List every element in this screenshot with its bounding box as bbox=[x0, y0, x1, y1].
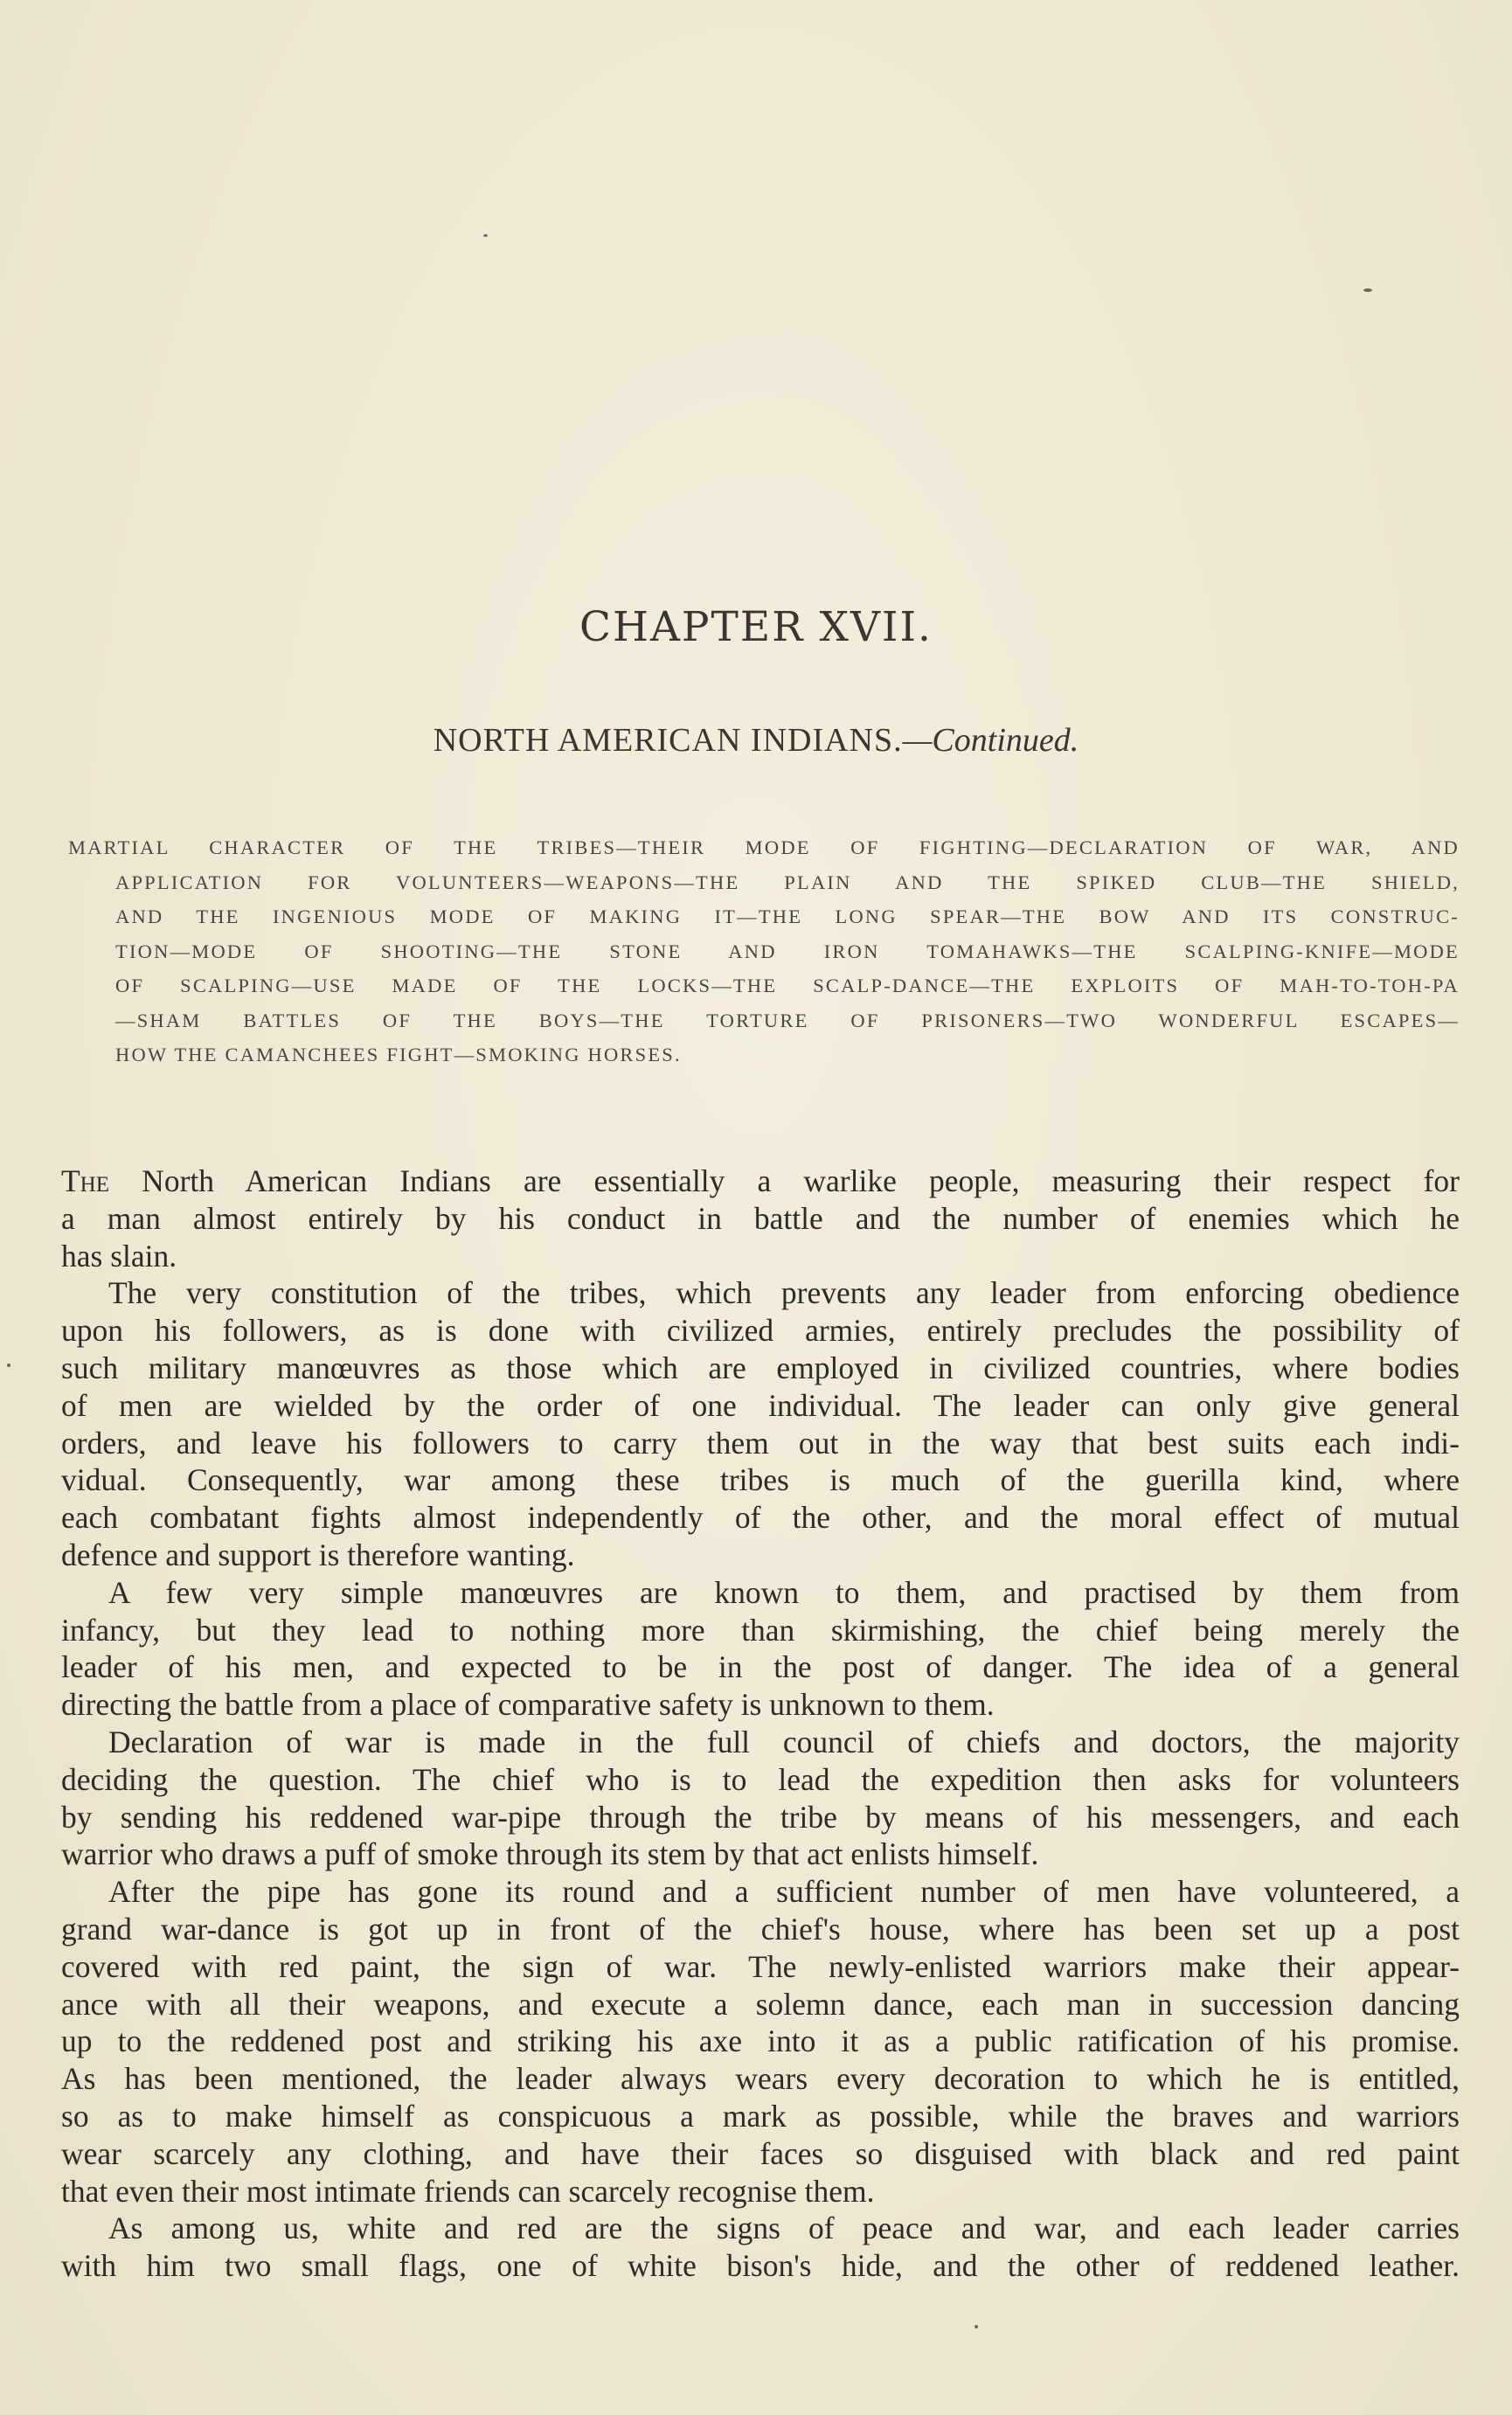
summary-line: AND THE INGENIOUS MODE OF MAKING IT—THE LONG SPEAR—THE BOW AND ITS CONSTRUC- bbox=[115, 906, 1460, 927]
subtitle-main: NORTH AMERICAN INDIANS. bbox=[433, 722, 903, 759]
body-line: such military manœuvres as those which are employed in civilized countries, where bodies bbox=[61, 1350, 1460, 1385]
body-line: so as to make himself as conspicuous a mark as possible, while the braves and warriors bbox=[61, 2098, 1460, 2134]
body-line: The very constitution of the tribes, which prevents any leader from enforcing obedience bbox=[108, 1275, 1460, 1311]
body-line: with him two small flags, one of white bison's hide, and the other of reddened leather. bbox=[61, 2248, 1460, 2284]
chapter-subtitle bbox=[0, 721, 1512, 760]
body-line: As has been mentioned, the leader always wears every decoration to which he is entitled, bbox=[61, 2061, 1460, 2097]
body-line: A few very simple manœuvres are known to them, and practised by them from bbox=[108, 1574, 1460, 1610]
body-line bbox=[61, 1162, 1460, 1200]
body-line: After the pipe has gone its round and a sufficient number of men have volunteered, a bbox=[108, 1874, 1460, 1910]
body-line: leader of his men, and expected to be in the post of danger. The idea of a general bbox=[61, 1649, 1460, 1685]
body-line: a man almost entirely by his conduct in battle and the number of enemies which he bbox=[61, 1200, 1460, 1236]
ink-speck bbox=[483, 234, 488, 237]
ink-speck bbox=[974, 2325, 978, 2328]
summary-line: APPLICATION FOR VOLUNTEERS—WEAPONS—THE PLAIN AND THE SPIKED CLUB—THE SHIELD, bbox=[115, 871, 1460, 893]
body-line: infancy, but they lead to nothing more than skirmishing, the chief being merely the bbox=[61, 1612, 1460, 1648]
body-line: covered with red paint, the sign of war. The newly-enlisted warriors make their appear- bbox=[61, 1948, 1460, 1984]
body-line: orders, and leave his followers to carry them out in the way that best suits each indi- bbox=[61, 1425, 1460, 1461]
body-line: grand war-dance is got up in front of the chief's house, where has been set up a post bbox=[61, 1911, 1460, 1947]
body-line: Declaration of war is made in the full council of chiefs and doctors, the majority bbox=[108, 1724, 1460, 1759]
ink-speck bbox=[1363, 288, 1372, 292]
chapter-title: CHAPTER XVII. bbox=[579, 603, 933, 651]
summary-line: OF SCALPING—USE MADE OF THE LOCKS—THE SCALP-DANCE—THE EXPLOITS OF MAH-TO-TOH-PA bbox=[115, 975, 1460, 996]
body-line: wear scarcely any clothing, and have their faces so disguised with black and red paint bbox=[61, 2135, 1460, 2171]
body-text bbox=[61, 1162, 1460, 2285]
body-line: by sending his reddened war-pipe through the tribe by means of his messengers, and each bbox=[61, 1799, 1460, 1835]
body-line: upon his followers, as is done with civilized armies, entirely precludes the possibility of bbox=[61, 1313, 1460, 1349]
summary-line: MARTIAL CHARACTER OF THE TRIBES—THEIR MODE OF FIGHTING—DECLARATION OF WAR, AND bbox=[68, 836, 1460, 858]
ink-speck bbox=[7, 1364, 10, 1367]
body-line: of men are wielded by the order of one individual. The leader can only give general bbox=[61, 1387, 1460, 1423]
summary-line: TION—MODE OF SHOOTING—THE STONE AND IRON TOMAHAWKS—THE SCALPING-KNIFE—MODE bbox=[115, 940, 1460, 962]
body-line: up to the reddened post and striking his axe into it as a public ratification of his promise. bbox=[61, 2023, 1460, 2059]
body-line: As among us, white and red are the signs of peace and war, and each leader carries bbox=[108, 2210, 1460, 2246]
chapter-summary bbox=[68, 830, 1460, 1072]
body-line: each combatant fights almost independently of the other, and the moral effect of mutual bbox=[61, 1500, 1460, 1536]
drop-word: The bbox=[61, 1163, 110, 1198]
body-line-text: North American Indians are essentially a warlike people, measuring their respect for bbox=[109, 1163, 1460, 1198]
summary-line: —SHAM BATTLES OF THE BOYS—THE TORTURE OF PRISONERS—TWO WONDERFUL ESCAPES— bbox=[115, 1009, 1460, 1031]
body-line: directing the battle from a place of comparative safety is unknown to them. bbox=[61, 1687, 995, 1723]
body-line: defence and support is therefore wanting. bbox=[61, 1537, 575, 1572]
body-line: vidual. Consequently, war among these tribes is much of the guerilla kind, where bbox=[61, 1462, 1460, 1498]
body-line: warrior who draws a puff of smoke through its stem by that act enlists himself. bbox=[61, 1836, 1039, 1872]
summary-line: HOW THE CAMANCHEES FIGHT—SMOKING HORSES. bbox=[115, 1044, 682, 1065]
body-line: that even their most intimate friends can scarcely recognise them. bbox=[61, 2173, 875, 2209]
body-line: ance with all their weapons, and execute a solemn dance, each man in succession dancing bbox=[61, 1986, 1460, 2022]
body-line: has slain. bbox=[61, 1238, 177, 1273]
subtitle-continued: —Continued. bbox=[902, 722, 1079, 759]
body-line: deciding the question. The chief who is to lead the expedition then asks for volunteers bbox=[61, 1761, 1460, 1797]
